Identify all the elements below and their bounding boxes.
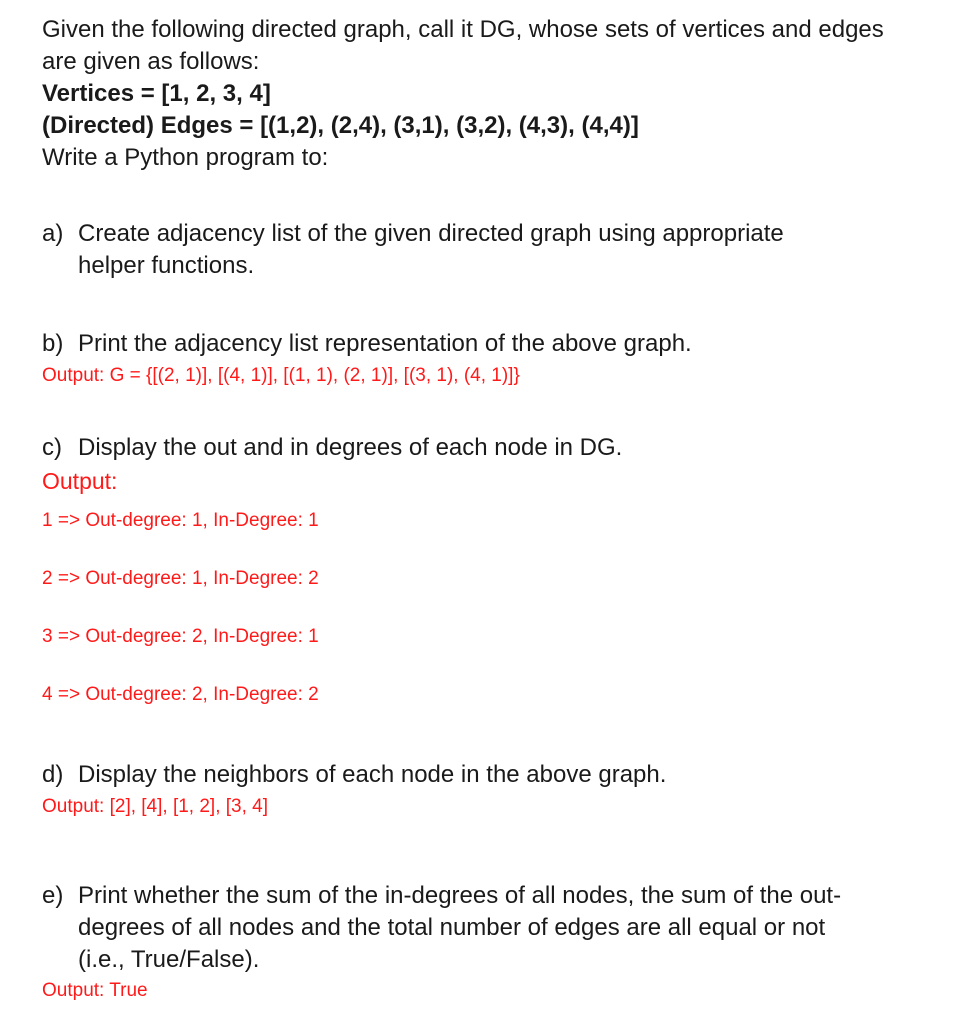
question-e-line-3: (i.e., True/False). xyxy=(78,946,260,973)
edges-definition: (Directed) Edges = [(1,2), (2,4), (3,1), (3,2), (4,3), (4,4)] xyxy=(42,112,639,139)
question-e-line-1: Print whether the sum of the in-degrees of all nodes, the sum of the out- xyxy=(78,882,842,909)
intro-line-1: Given the following directed graph, call it DG, whose sets of vertices and edges xyxy=(42,16,884,43)
question-a-line-2: helper functions. xyxy=(78,252,255,279)
question-a-line-1: Create adjacency list of the given directed graph using appropriate xyxy=(78,220,784,247)
question-d-letter: d) xyxy=(42,761,64,788)
question-c xyxy=(42,432,922,496)
question-c-line-1: Display the out and in degrees of each node in DG. xyxy=(78,434,623,461)
question-d-output: Output: [2], [4], [1, 2], [3, 4] xyxy=(42,796,269,817)
degree-line-3: 3 => Out-degree: 2, In-Degree: 1 xyxy=(42,626,319,647)
question-a xyxy=(42,218,922,282)
question-c-output-label: Output: xyxy=(42,468,118,494)
intro-line-2: are given as follows: xyxy=(42,48,260,75)
question-e-line-2: degrees of all nodes and the total number of edges are all equal or not xyxy=(78,914,826,941)
question-e-output: Output: True xyxy=(42,980,148,1001)
degree-line-2: 2 => Out-degree: 1, In-Degree: 2 xyxy=(42,568,319,589)
degree-line-4: 4 => Out-degree: 2, In-Degree: 2 xyxy=(42,684,319,705)
task-intro: Write a Python program to: xyxy=(42,144,329,171)
question-d-line-1: Display the neighbors of each node in the above graph. xyxy=(78,761,667,788)
question-a-letter: a) xyxy=(42,220,64,247)
question-e xyxy=(42,880,922,1004)
question-b-output: Output: G = {[(2, 1)], [(4, 1)], [(1, 1), (2, 1)], [(3, 1), (4, 1)]} xyxy=(42,365,520,386)
degree-line-1: 1 => Out-degree: 1, In-Degree: 1 xyxy=(42,510,319,531)
question-d xyxy=(42,759,922,820)
question-b-line-1: Print the adjacency list representation of the above graph. xyxy=(78,330,692,357)
question-c-letter: c) xyxy=(42,434,62,461)
question-b xyxy=(42,328,922,389)
intro-section xyxy=(42,14,952,174)
question-e-letter: e) xyxy=(42,882,64,909)
question-b-letter: b) xyxy=(42,330,64,357)
vertices-definition: Vertices = [1, 2, 3, 4] xyxy=(42,80,271,107)
